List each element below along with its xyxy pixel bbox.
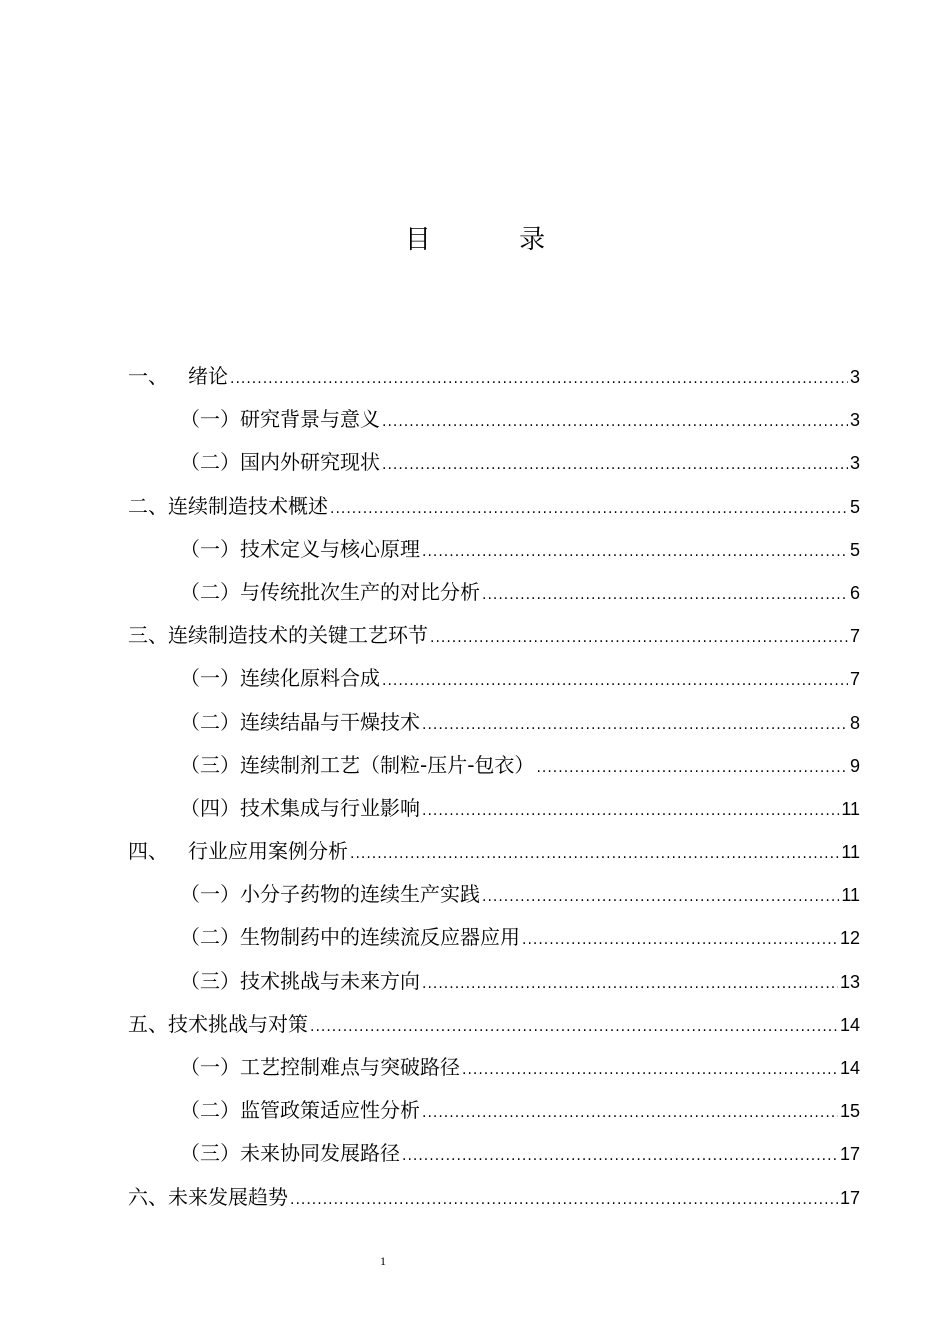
toc-entry-label: 未来协同发展路径 — [240, 1141, 400, 1166]
toc-dot-leader — [430, 617, 848, 660]
toc-entry-number: （二） — [180, 1098, 240, 1123]
toc-entry-4-1[interactable] — [128, 873, 860, 916]
toc-dot-leader — [482, 876, 839, 919]
toc-entry-number: （三） — [180, 968, 240, 993]
toc-entry-3-2[interactable] — [128, 701, 860, 744]
toc-entry-label: 未来发展趋势 — [168, 1184, 288, 1209]
toc-entry-page: 12 — [839, 928, 860, 949]
toc-entry-number: （二） — [180, 709, 240, 734]
toc-entry-number: （一） — [180, 536, 240, 561]
toc-entry-label: 连续制造技术概述 — [168, 493, 328, 518]
toc-entry-label: 生物制药中的连续流反应器应用 — [240, 925, 520, 950]
toc-dot-leader — [290, 1179, 838, 1222]
toc-entry-page: 5 — [849, 539, 860, 560]
toc-entry-number: 五、 — [128, 1011, 168, 1036]
toc-entry-label: 技术挑战与对策 — [168, 1011, 308, 1036]
toc-entry-page: 11 — [841, 885, 860, 906]
toc-dot-leader — [536, 747, 848, 790]
toc-entry-5-3[interactable] — [128, 1132, 860, 1175]
toc-entry-label: 行业应用案例分析 — [188, 839, 348, 864]
toc-dot-leader — [382, 401, 848, 444]
toc-entry-label: 连续制剂工艺（制粒-压片-包衣） — [240, 752, 535, 777]
toc-entry-5-2[interactable] — [128, 1089, 860, 1132]
toc-dot-leader — [482, 574, 848, 617]
toc-entry-page: 3 — [849, 410, 860, 431]
toc-entry-number: 六、 — [128, 1184, 168, 1209]
toc-entry-label: 连续化原料合成 — [240, 666, 380, 691]
toc-entry-number: 二、 — [128, 493, 168, 518]
toc-dot-leader — [382, 444, 848, 487]
toc-entry-label: 工艺控制难点与突破路径 — [240, 1055, 460, 1079]
toc-entry-number: （一） — [180, 407, 240, 432]
toc-dot-leader — [422, 704, 848, 747]
toc-dot-leader — [330, 488, 848, 531]
toc-entry-label: 国内外研究现状 — [240, 450, 380, 475]
toc-entry-page: 6 — [849, 582, 860, 603]
toc-dot-leader — [422, 963, 838, 1006]
toc-entry-label: 绪论 — [188, 364, 228, 388]
toc-entry-number: （二） — [180, 925, 240, 950]
toc-entry-label: 监管政策适应性分析 — [240, 1098, 420, 1123]
toc-entry-page: 11 — [841, 842, 860, 863]
toc-entry-page: 5 — [849, 496, 860, 517]
toc-entry-5-1[interactable] — [128, 1046, 860, 1089]
toc-entry-page: 7 — [849, 669, 860, 690]
toc-entry-label: 连续结晶与干燥技术 — [240, 709, 420, 734]
toc-entry-2-2[interactable] — [128, 571, 860, 614]
toc-entry-page: 11 — [841, 798, 860, 819]
toc-entry-label: 技术定义与核心原理 — [240, 536, 420, 561]
toc-entry-label: 与传统批次生产的对比分析 — [240, 579, 480, 604]
toc-entry-number: （四） — [180, 795, 240, 820]
toc-entry-number: 一、 — [128, 364, 168, 388]
toc-entry-page: 8 — [849, 712, 860, 733]
toc-entry-label: 研究背景与意义 — [240, 407, 380, 432]
toc-entry-4-3[interactable] — [128, 960, 860, 1003]
toc-entry-4[interactable] — [128, 830, 860, 873]
toc-entry-1[interactable] — [128, 355, 860, 398]
toc-entry-label: 技术挑战与未来方向 — [240, 968, 420, 993]
toc-entry-1-2[interactable] — [128, 441, 860, 484]
toc-dot-leader — [462, 1049, 838, 1092]
toc-dot-leader — [350, 833, 839, 876]
toc-entry-page: 15 — [839, 1101, 860, 1122]
toc-entry-3-3[interactable] — [128, 744, 860, 787]
toc-entry-page: 14 — [839, 1014, 860, 1035]
toc-dot-leader — [310, 1006, 838, 1049]
toc-dot-leader — [230, 358, 848, 401]
toc-entry-number: （一） — [180, 1055, 240, 1079]
toc-entry-page: 17 — [839, 1144, 860, 1165]
toc-entry-number: 三、 — [128, 623, 168, 648]
toc-entry-label: 连续制造技术的关键工艺环节 — [168, 623, 428, 648]
toc-entry-3[interactable] — [128, 614, 860, 657]
toc-entry-number: （一） — [180, 666, 240, 691]
toc-entry-page: 3 — [849, 453, 860, 474]
toc-entry-1-1[interactable] — [128, 398, 860, 441]
toc-dot-leader — [422, 531, 848, 574]
page-number: 1 — [380, 1254, 386, 1268]
table-of-contents — [128, 355, 860, 1219]
toc-entry-3-1[interactable] — [128, 657, 860, 700]
toc-dot-leader — [422, 1092, 838, 1135]
toc-entry-6[interactable] — [128, 1176, 860, 1219]
toc-entry-number: （二） — [180, 579, 240, 604]
toc-entry-2[interactable] — [128, 485, 860, 528]
toc-dot-leader — [522, 919, 838, 962]
page-title: 目 录 — [404, 225, 586, 255]
toc-entry-number: （三） — [180, 752, 240, 777]
toc-entry-5[interactable] — [128, 1003, 860, 1046]
toc-entry-page: 7 — [849, 626, 860, 647]
toc-entry-number: （一） — [180, 882, 240, 907]
toc-dot-leader — [422, 790, 839, 833]
toc-entry-number: （三） — [180, 1141, 240, 1166]
toc-dot-leader — [382, 660, 848, 703]
toc-entry-label: 小分子药物的连续生产实践 — [240, 882, 480, 907]
toc-entry-4-2[interactable] — [128, 916, 860, 959]
toc-entry-3-4[interactable] — [128, 787, 860, 830]
toc-entry-page: 9 — [849, 755, 860, 776]
toc-entry-page: 17 — [839, 1187, 860, 1208]
toc-entry-2-1[interactable] — [128, 528, 860, 571]
toc-entry-number: （二） — [180, 450, 240, 475]
toc-entry-page: 3 — [849, 367, 860, 387]
toc-entry-page: 13 — [839, 971, 860, 992]
toc-entry-number: 四、 — [128, 839, 168, 864]
toc-entry-page: 14 — [839, 1058, 860, 1078]
toc-entry-label: 技术集成与行业影响 — [240, 795, 420, 820]
toc-dot-leader — [402, 1135, 838, 1178]
